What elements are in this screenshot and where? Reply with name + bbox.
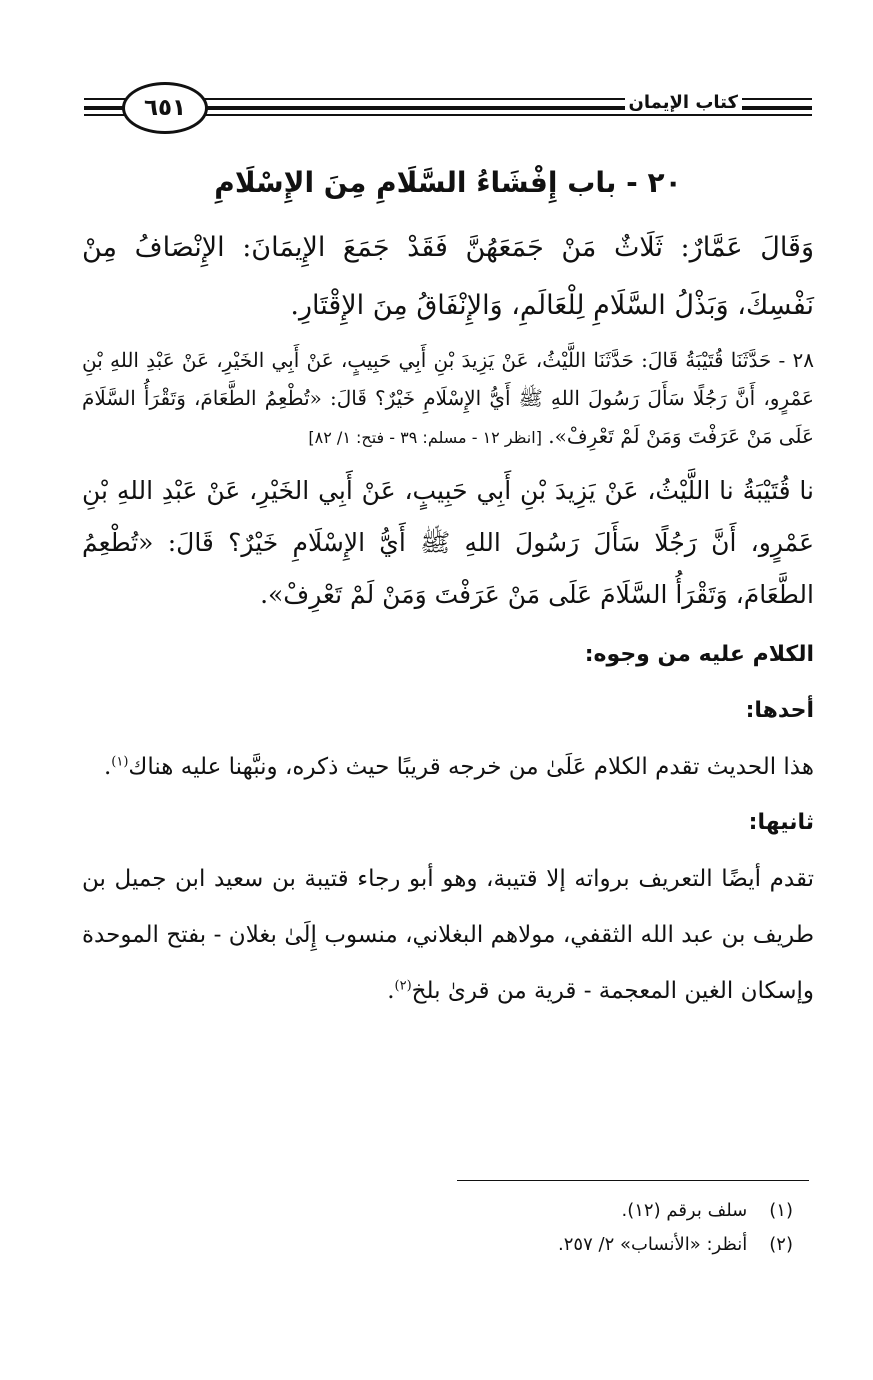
first-aspect-heading: أحدها:	[745, 698, 814, 723]
first-aspect-text: هذا الحديث تقدم الكلام عَلَىٰ من خرجه قريبًا حيث ذكره، ونبَّهنا عليه هناك$^{(١)}$.	[103, 754, 814, 780]
footnote-2	[93, 1228, 793, 1262]
page-header	[84, 78, 812, 132]
footnote-separator	[457, 1180, 809, 1181]
footnote-text: سلف برقم (١٢).	[621, 1200, 748, 1221]
chapter-title: ٢٠ - باب إِفْشَاءُ السَّلَامِ مِنَ الإِسْلَامِ	[214, 166, 682, 199]
hadith-body: ٢٨ - حَدَّثَنَا قُتَيْبَةُ قَالَ: حَدَّثَنَا اللَّيْثُ، عَنْ يَزِيدَ بْنِ أَبِي حَبِيبٍ، عَنْ أَبِي الخَيْرِ، عَنْ عَبْدِ اللهِ بْنِ عَمْرٍو، أَنَّ رَجُلًا سَأَلَ رَسُولَ اللهِ ﷺ أَيُّ الإِسْلَامِ خَيْرٌ؟ قَالَ: «تُطْعِمُ الطَّعَامَ، وَتَقْرَأُ السَّلَامَ عَلَى مَنْ عَرَفْتَ وَمَنْ لَمْ تَعْرِفْ».	[82, 348, 814, 448]
footnote-ref-1: (١)	[111, 754, 129, 770]
ammar-quote: وَقَالَ عَمَّارٌ: ثَلَاثٌ مَنْ جَمَعَهُنَّ فَقَدْ جَمَعَ الإِيمَانَ: الإِنْصَافُ مِنْ نَفْسِكَ، وَبَذْلُ السَّلَامِ لِلْعَالَمِ، وَالإِنْفَاقُ مِنَ الإِقْتَارِ.	[82, 232, 814, 321]
footnote-ref-2: (٢)	[394, 978, 412, 994]
footnote-number: (١)	[769, 1200, 793, 1221]
second-aspect-heading: ثانيها:	[748, 810, 814, 835]
commentary-intro: الكلام عليه من وجوه:	[584, 642, 814, 667]
second-aspect-body: تقدم أيضًا التعريف برواته إلا قتيبة، وهو أبو رجاء قتيبة بن سعيد ابن جميل بن طريف بن عبد الله الثقفي، مولاهم البغلاني، منسوب إِلَىٰ بغلان - بفتح الموحدة وإسكان الغين المعجمة - قرية من قرىٰ بلخ	[82, 866, 814, 1004]
main-text	[82, 160, 814, 1019]
page-number: ٦٥١	[122, 82, 208, 134]
second-aspect-text: تقدم أيضًا التعريف برواته إلا قتيبة، وهو أبو رجاء قتيبة بن سعيد ابن جميل بن طريف بن عبد الله الثقفي، مولاهم البغلاني، منسوب إِلَىٰ بغلان - بفتح الموحدة وإسكان الغين المعجمة - قرية من قرىٰ بلخ$^{(٢)}$.	[82, 866, 814, 1004]
footnotes	[93, 1194, 793, 1262]
isnad-text: نا قُتَيْبَةُ نا اللَّيْثُ، عَنْ يَزِيدَ بْنِ أَبِي حَبِيبٍ، عَنْ أَبِي الخَيْرِ، عَنْ عَبْدِ اللهِ بْنِ عَمْرٍو، أَنَّ رَجُلًا سَأَلَ رَسُولَ اللهِ ﷺ أَيُّ الإِسْلَامِ خَيْرٌ؟ قَالَ: «تُطْعِمُ الطَّعَامَ، وَتَقْرَأُ السَّلَامَ عَلَى مَنْ عَرَفْتَ وَمَنْ لَمْ تَعْرِفْ».	[82, 476, 814, 609]
footnote-1	[93, 1194, 793, 1228]
hadith-text	[82, 341, 814, 457]
running-title: كتاب الإيمان	[625, 92, 742, 113]
hadith-reference: [انظر ١٢ - مسلم: ٣٩ - فتح: ١/ ٨٢]	[308, 428, 542, 447]
footnote-text: أنظر: «الأنساب» ٢/ ٢٥٧.	[558, 1234, 748, 1255]
footnote-number: (٢)	[769, 1234, 793, 1255]
first-aspect-body: هذا الحديث تقدم الكلام عَلَىٰ من خرجه قريبًا حيث ذكره، ونبَّهنا عليه هناك	[128, 754, 814, 780]
